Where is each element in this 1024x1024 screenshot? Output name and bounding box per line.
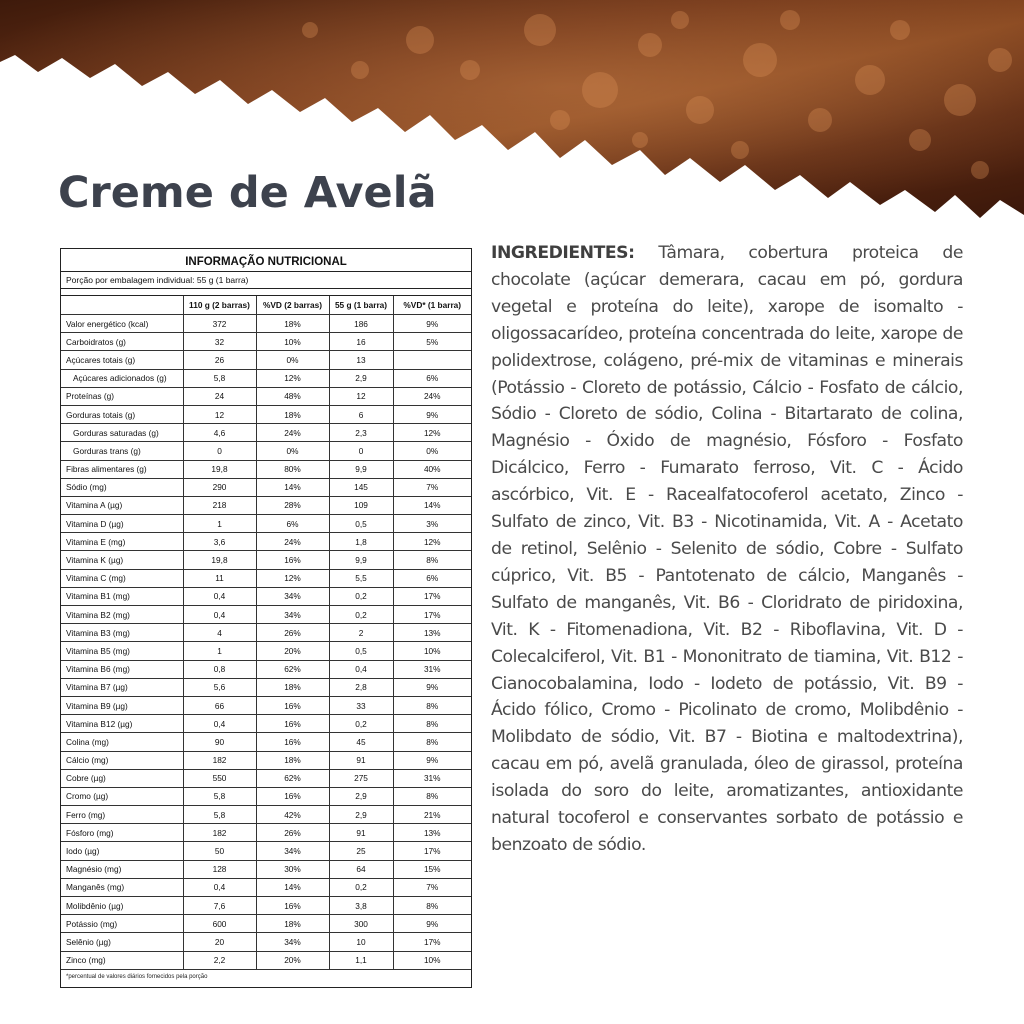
table-row (61, 551, 471, 569)
nutrient-value: 80% (256, 460, 329, 478)
nutrient-value: 8% (393, 715, 471, 733)
nutrient-value: 16% (256, 715, 329, 733)
nutrient-value: 64 (329, 860, 393, 878)
nutrient-value: 30% (256, 860, 329, 878)
nutrient-name: Cromo (µg) (61, 787, 183, 805)
nutrient-value: 14% (256, 878, 329, 896)
nutrient-value: 25 (329, 842, 393, 860)
nutrient-value: 11 (183, 569, 256, 587)
nutrient-value: 0% (393, 442, 471, 460)
nutrient-name: Vitamina D (µg) (61, 515, 183, 533)
nutrient-value: 16% (256, 733, 329, 751)
nutrient-value: 10 (329, 933, 393, 951)
nutrient-value: 4,6 (183, 424, 256, 442)
table-row (61, 606, 471, 624)
nutrient-value: 0,4 (183, 878, 256, 896)
nutrient-value: 12% (256, 369, 329, 387)
nutrient-value: 9% (393, 315, 471, 333)
table-row (61, 405, 471, 423)
nutrient-value: 20% (256, 642, 329, 660)
nutrient-name: Vitamina B3 (mg) (61, 624, 183, 642)
nutrient-value: 7% (393, 478, 471, 496)
nutrient-value: 20 (183, 933, 256, 951)
nutrient-name: Vitamina B6 (mg) (61, 660, 183, 678)
nutrient-name: Fibras alimentares (g) (61, 460, 183, 478)
table-row (61, 897, 471, 915)
nutrient-value: 9% (393, 405, 471, 423)
nutrient-value: 2,9 (329, 787, 393, 805)
table-row (61, 751, 471, 769)
nutrient-value: 3,6 (183, 533, 256, 551)
table-row (61, 824, 471, 842)
nutrient-value: 12 (329, 387, 393, 405)
table-row (61, 387, 471, 405)
nutrient-value: 550 (183, 769, 256, 787)
table-row (61, 642, 471, 660)
nutrient-value: 0 (329, 442, 393, 460)
nutrient-value: 16% (256, 696, 329, 714)
nutrient-value: 5,8 (183, 806, 256, 824)
nutrient-value: 0% (256, 442, 329, 460)
nutrient-value: 18% (256, 405, 329, 423)
portion-size: Porção por embalagem individual: 55 g (1 barra) (61, 272, 471, 289)
nutrient-value: 90 (183, 733, 256, 751)
nutrient-name: Vitamina B7 (µg) (61, 678, 183, 696)
nutrient-value: 13% (393, 624, 471, 642)
nutrient-value: 13 (329, 351, 393, 369)
nutrient-value: 8% (393, 733, 471, 751)
nutrient-name: Selênio (µg) (61, 933, 183, 951)
nutrient-name: Vitamina B2 (mg) (61, 606, 183, 624)
nutrient-name: Manganês (mg) (61, 878, 183, 896)
nutrient-value: 26% (256, 824, 329, 842)
nutrition-heading: INFORMAÇÃO NUTRICIONAL (61, 249, 471, 272)
nutrient-value: 33 (329, 696, 393, 714)
nutrient-name: Potássio (mg) (61, 915, 183, 933)
column-header: %VD (2 barras) (256, 296, 329, 315)
table-row (61, 460, 471, 478)
nutrient-value: 18% (256, 678, 329, 696)
nutrient-value: 0,5 (329, 642, 393, 660)
table-row (61, 569, 471, 587)
nutrient-value: 17% (393, 933, 471, 951)
nutrient-value: 0% (256, 351, 329, 369)
ingredients-paragraph (491, 240, 963, 859)
nutrient-value: 0 (183, 442, 256, 460)
nutrient-value: 0,4 (183, 715, 256, 733)
nutrient-value: 290 (183, 478, 256, 496)
nutrient-name: Vitamina A (µg) (61, 496, 183, 514)
nutrient-value: 0,4 (329, 660, 393, 678)
table-row (61, 587, 471, 605)
nutrient-name: Vitamina E (mg) (61, 533, 183, 551)
nutrient-value: 8% (393, 787, 471, 805)
nutrient-value: 32 (183, 333, 256, 351)
nutrient-value: 91 (329, 751, 393, 769)
nutrient-value: 182 (183, 751, 256, 769)
nutrient-name: Ferro (mg) (61, 806, 183, 824)
nutrient-name: Gorduras totais (g) (61, 405, 183, 423)
nutrient-value: 5,8 (183, 787, 256, 805)
column-header: 110 g (2 barras) (183, 296, 256, 315)
nutrient-value: 186 (329, 315, 393, 333)
table-row (61, 842, 471, 860)
nutrient-value: 8% (393, 696, 471, 714)
nutrient-value: 5,8 (183, 369, 256, 387)
nutrient-value: 16% (256, 787, 329, 805)
nutrient-name: Vitamina B12 (µg) (61, 715, 183, 733)
nutrient-value: 17% (393, 606, 471, 624)
nutrient-value: 3,8 (329, 897, 393, 915)
nutrient-value: 42% (256, 806, 329, 824)
nutrient-value: 18% (256, 915, 329, 933)
nutrient-value: 17% (393, 587, 471, 605)
nutrient-name: Cobre (µg) (61, 769, 183, 787)
table-row (61, 315, 471, 333)
table-header-row (61, 296, 471, 315)
nutrient-value: 50 (183, 842, 256, 860)
nutrient-value: 24% (256, 533, 329, 551)
nutrient-value: 6% (256, 515, 329, 533)
table-row (61, 369, 471, 387)
nutrient-value: 34% (256, 606, 329, 624)
nutrient-name: Gorduras trans (g) (61, 442, 183, 460)
nutrient-name: Sódio (mg) (61, 478, 183, 496)
nutrient-value: 34% (256, 842, 329, 860)
nutrient-value: 13% (393, 824, 471, 842)
nutrient-value: 16% (256, 551, 329, 569)
nutrient-value: 3% (393, 515, 471, 533)
nutrient-value: 7% (393, 878, 471, 896)
nutrient-value: 34% (256, 587, 329, 605)
nutrient-value: 9% (393, 751, 471, 769)
table-row (61, 860, 471, 878)
nutrient-name: Valor energético (kcal) (61, 315, 183, 333)
table-row (61, 624, 471, 642)
nutrient-value: 0,4 (183, 606, 256, 624)
nutrient-value: 7,6 (183, 897, 256, 915)
nutrient-value: 0,4 (183, 587, 256, 605)
nutrient-value: 600 (183, 915, 256, 933)
column-header (61, 296, 183, 315)
table-row (61, 333, 471, 351)
nutrient-name: Fósforo (mg) (61, 824, 183, 842)
table-row (61, 787, 471, 805)
nutrient-value: 31% (393, 660, 471, 678)
nutrient-value: 145 (329, 478, 393, 496)
nutrient-value: 62% (256, 769, 329, 787)
nutrient-value: 45 (329, 733, 393, 751)
nutrient-value: 10% (256, 333, 329, 351)
nutrient-value: 28% (256, 496, 329, 514)
nutrient-value: 5,5 (329, 569, 393, 587)
nutrient-value: 34% (256, 933, 329, 951)
nutrient-value: 26% (256, 624, 329, 642)
nutrient-value: 24% (256, 424, 329, 442)
nutrient-name: Molibdênio (µg) (61, 897, 183, 915)
nutrient-value: 1,8 (329, 533, 393, 551)
nutrient-name: Vitamina B5 (mg) (61, 642, 183, 660)
nutrient-value: 128 (183, 860, 256, 878)
table-row (61, 878, 471, 896)
nutrient-value: 8% (393, 551, 471, 569)
nutrient-value: 9% (393, 678, 471, 696)
nutrient-name: Açúcares totais (g) (61, 351, 183, 369)
nutrient-value: 10% (393, 951, 471, 969)
table-row (61, 424, 471, 442)
nutrient-value: 20% (256, 951, 329, 969)
nutrient-value: 10% (393, 642, 471, 660)
ingredients-label: INGREDIENTES: (491, 243, 635, 263)
nutrient-value: 2,9 (329, 369, 393, 387)
nutrient-value: 16% (256, 897, 329, 915)
nutrient-value: 218 (183, 496, 256, 514)
nutrient-value: 109 (329, 496, 393, 514)
nutrient-value: 9% (393, 915, 471, 933)
nutrient-value: 19,8 (183, 551, 256, 569)
nutrient-value: 48% (256, 387, 329, 405)
nutrient-value: 15% (393, 860, 471, 878)
nutrient-value: 14% (256, 478, 329, 496)
nutrient-value (393, 351, 471, 369)
nutrient-value: 275 (329, 769, 393, 787)
nutrient-name: Colina (mg) (61, 733, 183, 751)
nutrient-name: Gorduras saturadas (g) (61, 424, 183, 442)
nutrient-value: 0,5 (329, 515, 393, 533)
nutrition-table (61, 296, 471, 970)
nutrient-value: 1,1 (329, 951, 393, 969)
nutrient-value: 14% (393, 496, 471, 514)
table-row (61, 715, 471, 733)
nutrient-value: 24 (183, 387, 256, 405)
nutrient-value: 26 (183, 351, 256, 369)
nutrient-value: 12% (393, 424, 471, 442)
nutrient-name: Carboidratos (g) (61, 333, 183, 351)
nutrient-value: 6 (329, 405, 393, 423)
table-row (61, 351, 471, 369)
table-row (61, 951, 471, 969)
divider (61, 289, 471, 296)
nutrient-name: Zinco (mg) (61, 951, 183, 969)
table-body (61, 315, 471, 970)
nutrient-value: 17% (393, 842, 471, 860)
nutrient-value: 6% (393, 369, 471, 387)
nutrient-value: 31% (393, 769, 471, 787)
nutrient-value: 5% (393, 333, 471, 351)
nutrient-name: Açúcares adicionados (g) (61, 369, 183, 387)
nutrient-name: Vitamina K (µg) (61, 551, 183, 569)
nutrient-name: Proteínas (g) (61, 387, 183, 405)
nutrient-value: 6% (393, 569, 471, 587)
nutrient-value: 0,2 (329, 715, 393, 733)
table-row (61, 915, 471, 933)
ingredients-text: Tâmara, cobertura proteica de chocolate (açúcar demerara, cacau em pó, gordura vegetal e proteína do leite), xarope de isomalto - oligossacarídeo, proteína concentrada do leite, xarope de polidextrose, colágeno, pré-mix de vitaminas e minerais (Potássio - Cloreto de potássio, Cálcio - Fosfato de cálcio, Sódio - Cloreto de sódio, Colina - Bitartarato de colina, Magnésio - Óxido de magnésio, Fósforo - Fosfato Dicálcico, Ferro - Fumarato ferroso, Vit. C - Ácido ascórbico, Vit. E - Racealfatocoferol acetato, Zinco - Sulfato de zinco, Vit. B3 - Nicotinamida, Vit. A - Acetato de retinol, Selênio - Selenito de sódio, Cobre - Sulfato cúprico, Vit. B5 - Pantotenato de cálcio, Manganês - Sulfato de manganês, Vit. B6 - Cloridrato de piridoxina, Vit. K - Fitomenadiona, Vit. B2 - Riboflavina, Vit. D - Colecalciferol, Vit. B1 - Mononitrato de tiamina, Vit. B12 - Cianocobalamina, Iodo - Iodeto de potássio, Vit. B9 - Ácido fólico, Cromo - Picolinato de cromo, Molibdênio - Molibdato de sódio, Vit. B7 - Biotina e maltodextrina), cacau em pó, avelã granulada, óleo de girassol, proteína isolada do soro do leite, aromatizantes, antioxidante natural tocoferol e conservantes sorbato de potássio e benzoato de sódio. (491, 243, 963, 855)
nutrient-value: 12% (393, 533, 471, 551)
nutrient-value: 12% (256, 569, 329, 587)
table-row (61, 933, 471, 951)
table-row (61, 442, 471, 460)
nutrient-value: 9,9 (329, 551, 393, 569)
table-row (61, 515, 471, 533)
nutrient-value: 0,2 (329, 606, 393, 624)
nutrition-facts-panel (60, 248, 472, 988)
table-row (61, 660, 471, 678)
nutrient-value: 2,3 (329, 424, 393, 442)
table-row (61, 806, 471, 824)
nutrient-value: 1 (183, 515, 256, 533)
table-row (61, 696, 471, 714)
nutrient-value: 91 (329, 824, 393, 842)
nutrient-value: 2,8 (329, 678, 393, 696)
nutrient-value: 372 (183, 315, 256, 333)
nutrient-value: 19,8 (183, 460, 256, 478)
nutrient-value: 18% (256, 315, 329, 333)
table-row (61, 496, 471, 514)
nutrient-value: 66 (183, 696, 256, 714)
nutrient-value: 2,2 (183, 951, 256, 969)
nutrient-name: Vitamina C (mg) (61, 569, 183, 587)
nutrient-value: 0,2 (329, 587, 393, 605)
nutrient-value: 2,9 (329, 806, 393, 824)
nutrient-name: Magnésio (mg) (61, 860, 183, 878)
table-row (61, 533, 471, 551)
nutrient-value: 0,8 (183, 660, 256, 678)
nutrient-value: 300 (329, 915, 393, 933)
nutrient-value: 4 (183, 624, 256, 642)
nutrient-value: 5,6 (183, 678, 256, 696)
column-header: 55 g (1 barra) (329, 296, 393, 315)
column-header: %VD* (1 barra) (393, 296, 471, 315)
nutrient-name: Vitamina B9 (µg) (61, 696, 183, 714)
page-title: Creme de Avelã (58, 168, 437, 218)
nutrient-value: 8% (393, 897, 471, 915)
table-row (61, 678, 471, 696)
table-row (61, 478, 471, 496)
nutrient-value: 0,2 (329, 878, 393, 896)
nutrient-value: 12 (183, 405, 256, 423)
nutrient-value: 40% (393, 460, 471, 478)
nutrient-value: 9,9 (329, 460, 393, 478)
nutrient-name: Iodo (µg) (61, 842, 183, 860)
nutrient-name: Cálcio (mg) (61, 751, 183, 769)
nutrient-name: Vitamina B1 (mg) (61, 587, 183, 605)
table-row (61, 733, 471, 751)
nutrient-value: 21% (393, 806, 471, 824)
nutrient-value: 24% (393, 387, 471, 405)
nutrient-value: 62% (256, 660, 329, 678)
footnote: *percentual de valores diários fornecidos pela porção (66, 973, 208, 980)
nutrient-value: 16 (329, 333, 393, 351)
nutrient-value: 1 (183, 642, 256, 660)
nutrient-value: 18% (256, 751, 329, 769)
nutrient-value: 182 (183, 824, 256, 842)
nutrient-value: 2 (329, 624, 393, 642)
table-row (61, 769, 471, 787)
